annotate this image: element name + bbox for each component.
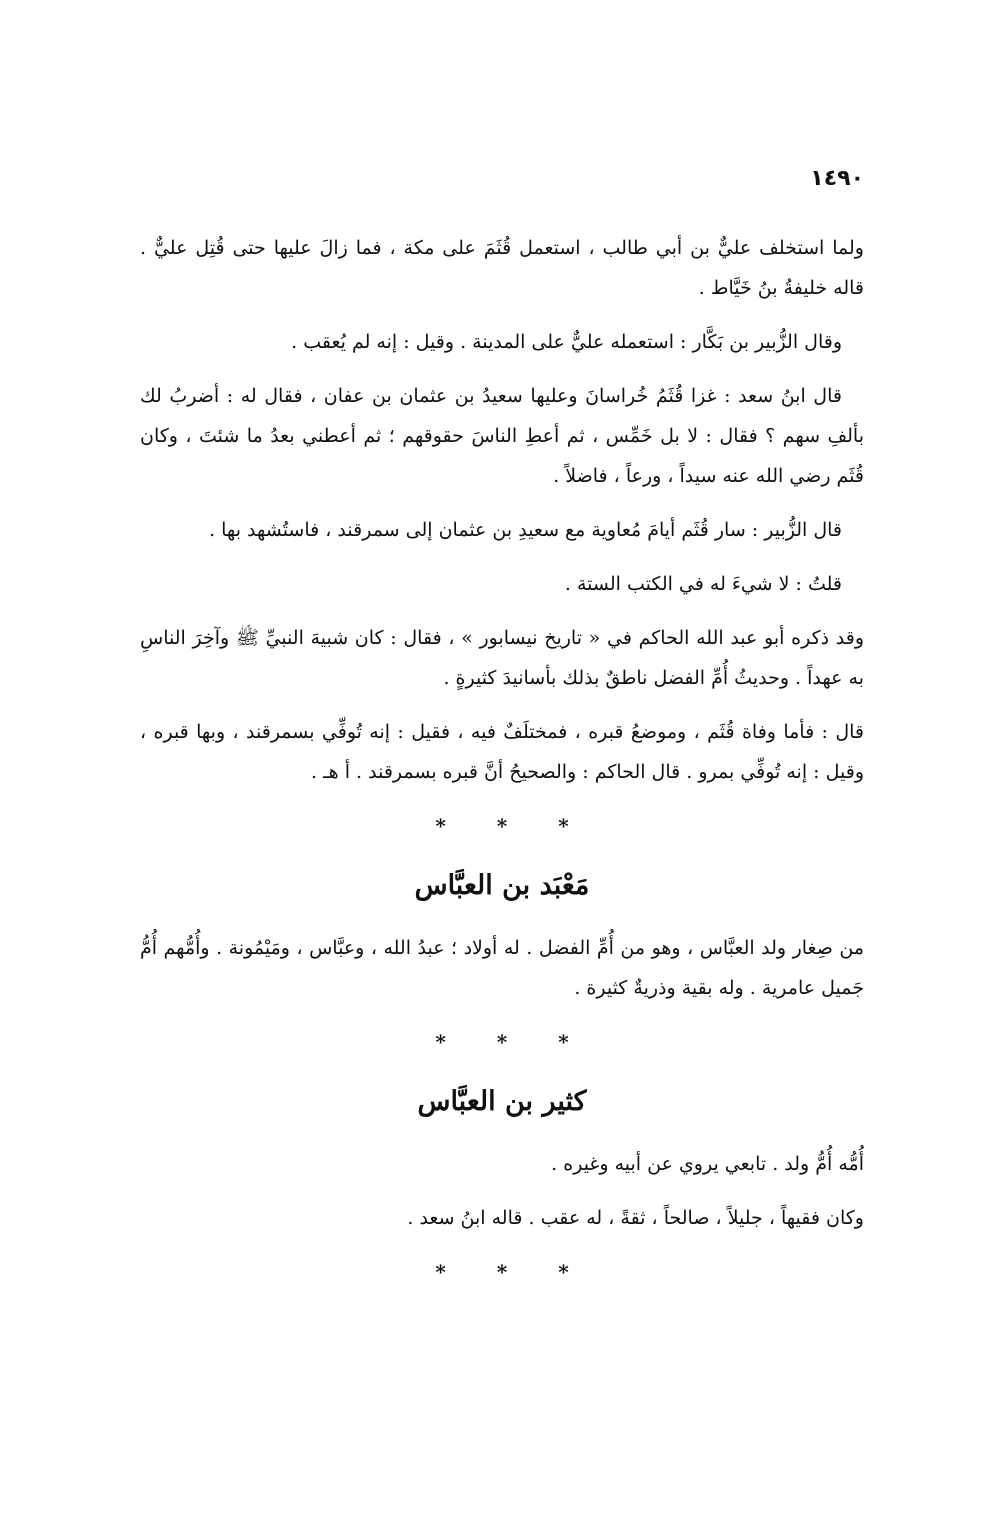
- paragraph: وقد ذكره أبو عبد الله الحاكم في « تاريخ نيسابور » ، فقال : كان شبيهَ النبيِّ ﷺ وآخِرَ الناسِ به عهداً . وحديثُ أُمِّ الفضل ناطقٌ بذلك بأسانيدَ كثيرةٍ .: [140, 627, 864, 689]
- section-separator: * * *: [435, 1030, 591, 1054]
- paragraph: وكان فقيهاً ، جليلاً ، صالحاً ، ثقةً ، له عقب . قاله ابنُ سعد .: [407, 1207, 864, 1229]
- paragraph: قال ابنُ سعد : غزا قُثَمُ خُراسانَ وعليها سعيدُ بن عثمان بن عفان ، فقال له : أضربُ لك بألفِ سهم ؟ فقال : لا بل خَمِّس ، ثم أعطِ الناسَ حقوقهم ؛ ثم أعطني بعدُ ما شئتَ ، وكان قُثَم رضي الله عنه سيداً ، ورعاً ، فاضلاً .: [140, 385, 864, 487]
- entry-title: مَعْبَد بن العبَّاس: [414, 870, 590, 901]
- paragraph: أُمُّه أُمُّ ولد . تابعي يروي عن أبيه وغيره .: [551, 1153, 864, 1175]
- paragraph: قال : فأما وفاة قُثَم ، وموضعُ قبره ، فمختلَفٌ فيه ، فقيل : إنه تُوفِّي بسمرقند ، وبها قبره ، وقيل : إنه تُوفِّي بمرو . قال الحاكم : والصحيحُ أنَّ قبره بسمرقند . أ هـ .: [140, 721, 864, 783]
- paragraph: وقال الزُّبير بن بَكَّار : استعمله عليٌّ على المدينة . وقيل : إنه لم يُعقب .: [291, 331, 842, 353]
- section-separator: * * *: [435, 1260, 591, 1284]
- page-body: [140, 228, 864, 1310]
- section-separator: * * *: [435, 814, 591, 838]
- page-number: ١٤٩٠: [810, 166, 864, 191]
- paragraph: من صِغار ولد العبَّاس ، وهو من أُمِّ الفضل . له أولاد ؛ عبدُ الله ، وعبَّاس ، ومَيْمُونة . وأُمُّهم أُمُّ جَميل عامرية . وله بقية وذريةٌ كثيرة .: [140, 937, 864, 999]
- paragraph: قلتُ : لا شيءَ له في الكتب الستة .: [564, 573, 842, 595]
- paragraph: قال الزُّبير : سار قُثَم أيامَ مُعاوية مع سعيدِ بن عثمان إلى سمرقند ، فاستُشهد بها .: [209, 519, 842, 541]
- entry-title: كثير بن العبَّاس: [417, 1086, 587, 1117]
- paragraph: ولما استخلف عليٌّ بن أبي طالب ، استعمل قُثَمَ على مكة ، فما زالَ عليها حتى قُتِل عليٌّ . قاله خليفةُ بنُ خَيَّاط .: [140, 237, 864, 299]
